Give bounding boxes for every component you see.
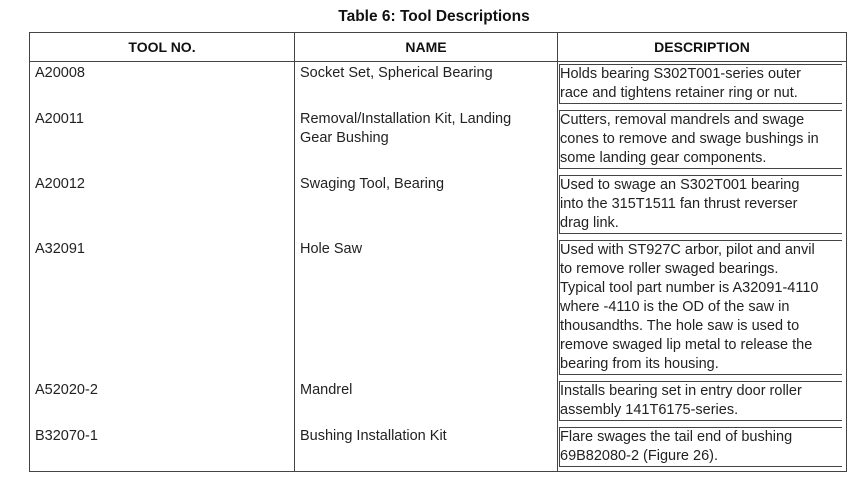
tool-no-cell: A20011 [30, 108, 295, 173]
name-line: Gear Bushing [300, 130, 389, 146]
description-line: bearing from its housing. [560, 356, 719, 372]
description-box [559, 381, 842, 421]
table-title: Table 6: Tool Descriptions [338, 8, 530, 25]
table-row [30, 379, 847, 425]
description-cell [558, 238, 847, 379]
description-line: cones to remove and swage bushings in [560, 131, 819, 147]
tool-no-cell: A20008 [30, 62, 295, 109]
description-line: into the 315T1511 fan thrust reverser [560, 196, 798, 212]
description-line: Typical tool part number is A32091-4110 [560, 280, 819, 296]
description-line: thousandths. The hole saw is used to [560, 318, 800, 334]
description-line: some landing gear components. [560, 150, 767, 166]
description-line: Cutters, removal mandrels and swage [560, 112, 805, 128]
tool-no-cell: A20012 [30, 173, 295, 238]
tool-no-cell: B32070-1 [30, 425, 295, 472]
header-tool-no: TOOL NO. [30, 33, 295, 62]
description-line: Used to swage an S302T001 bearing [560, 177, 800, 193]
description-box [559, 175, 842, 234]
header-description: DESCRIPTION [558, 33, 847, 62]
description-line: Holds bearing S302T001-series outer [560, 66, 801, 82]
description-line: remove swaged lip metal to release the [560, 337, 813, 353]
description-line: where -4110 is the OD of the saw in [560, 299, 790, 315]
table-row [30, 173, 847, 238]
description-line: assembly 141T6175-series. [560, 402, 739, 418]
description-box [559, 110, 842, 169]
description-cell [558, 173, 847, 238]
description-box [559, 427, 842, 467]
description-line: drag link. [560, 215, 619, 231]
name-cell: Swaging Tool, Bearing [295, 173, 558, 238]
description-cell [558, 62, 847, 109]
table-row [30, 108, 847, 173]
description-cell [558, 379, 847, 425]
table-row [30, 425, 847, 472]
description-line: to remove roller swaged bearings. [560, 261, 779, 277]
description-box [559, 64, 842, 104]
name-cell: Hole Saw [295, 238, 558, 379]
tool-descriptions-table [29, 32, 847, 472]
name-cell: Bushing Installation Kit [295, 425, 558, 472]
description-line: race and tightens retainer ring or nut. [560, 85, 798, 101]
header-name: NAME [295, 33, 558, 62]
name-cell: Mandrel [295, 379, 558, 425]
name-cell [295, 108, 558, 173]
name-cell: Socket Set, Spherical Bearing [295, 62, 558, 109]
description-line: 69B82080-2 (Figure 26). [560, 448, 718, 464]
table-row [30, 238, 847, 379]
description-line: Installs bearing set in entry door roller [560, 383, 802, 399]
description-box [559, 240, 842, 375]
tool-no-cell: A52020-2 [30, 379, 295, 425]
description-cell [558, 108, 847, 173]
name-line: Removal/Installation Kit, Landing [300, 111, 512, 127]
header-row [30, 33, 847, 62]
description-line: Flare swages the tail end of bushing [560, 429, 793, 445]
tool-no-cell: A32091 [30, 238, 295, 379]
description-cell [558, 425, 847, 472]
description-line: Used with ST927C arbor, pilot and anvil [560, 242, 815, 258]
table-row [30, 62, 847, 109]
